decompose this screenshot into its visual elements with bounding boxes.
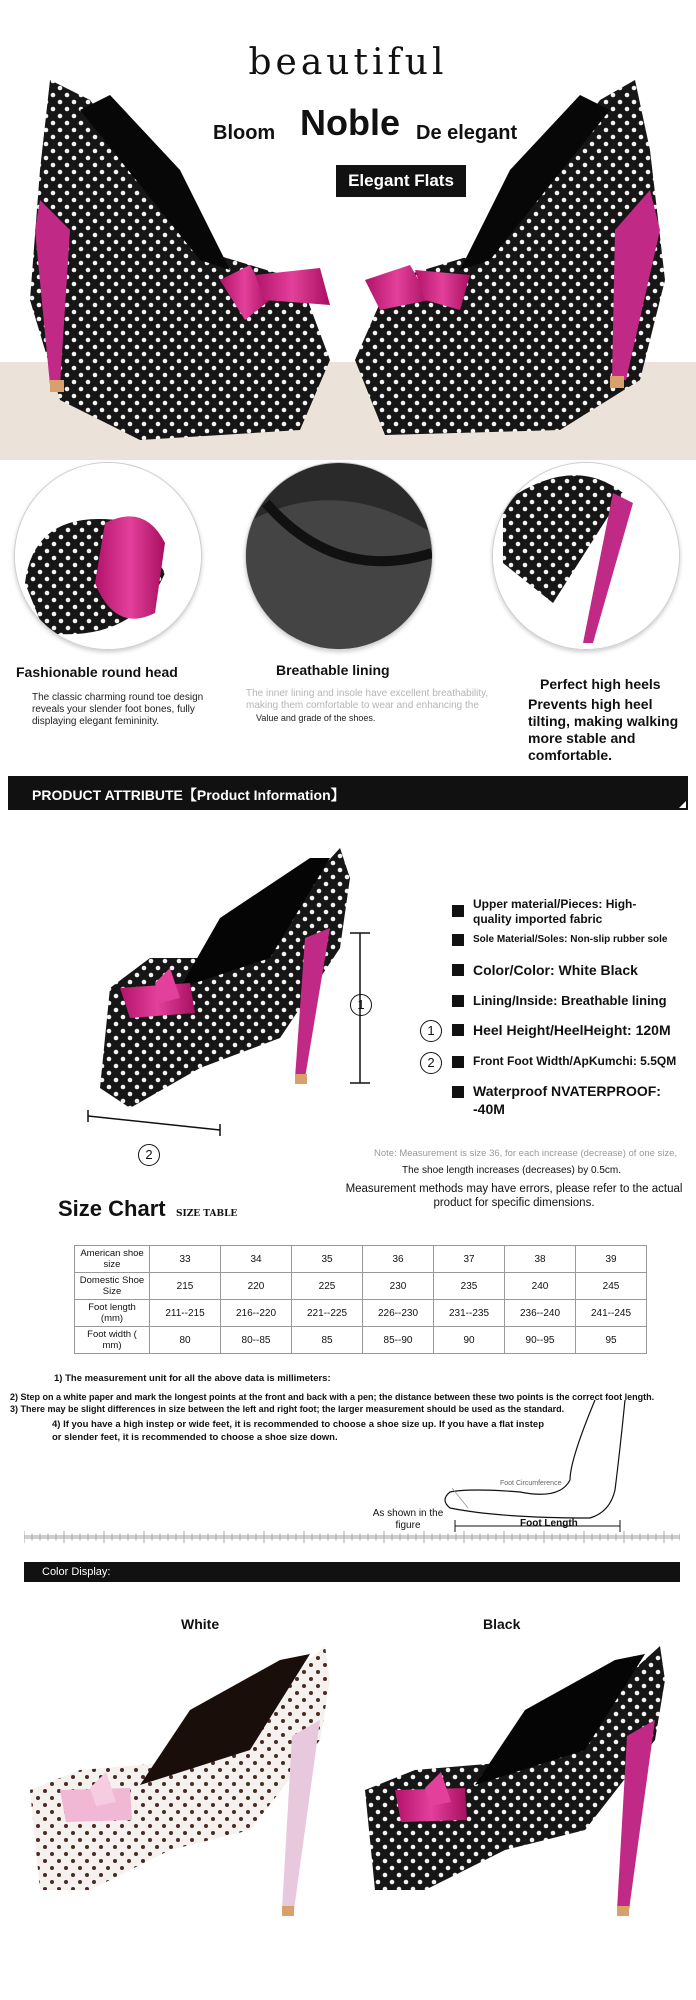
foot-width-marker: 2 bbox=[138, 1144, 160, 1166]
table-cell: 33 bbox=[150, 1246, 221, 1273]
feature-image-lining bbox=[245, 462, 433, 650]
table-cell: 38 bbox=[505, 1246, 576, 1273]
hero-center-word: Noble bbox=[300, 102, 401, 143]
corner-triangle-icon bbox=[679, 801, 686, 808]
table-cell: 220 bbox=[221, 1273, 292, 1300]
table-cell: 80 bbox=[150, 1327, 221, 1354]
table-row bbox=[75, 1273, 647, 1300]
color-display-bar bbox=[24, 1562, 680, 1582]
instruction-4: 4) If you have a high instep or wide feet, it is recommended to choose a shoe size up. If you have a flat instep or slender feet, it is recommended to choose a shoe size down. bbox=[52, 1419, 544, 1443]
measurement-note: Note: Measurement is size 36, for each increase (decrease) of one size, bbox=[374, 1148, 678, 1159]
feature-title-lining: Breathable lining bbox=[276, 662, 390, 678]
black-shoe-image bbox=[360, 1640, 680, 1940]
bullet-square-icon bbox=[452, 964, 464, 976]
color-display-label: Color Display: bbox=[42, 1566, 111, 1578]
instruction-1: 1) The measurement unit for all the above data is millimeters: bbox=[54, 1373, 331, 1384]
table-cell: 85--90 bbox=[363, 1327, 434, 1354]
white-shoe-image bbox=[20, 1640, 340, 1940]
table-cell: 95 bbox=[576, 1327, 647, 1354]
row-label: Domestic Shoe Size bbox=[75, 1273, 150, 1300]
table-cell: 236--240 bbox=[505, 1300, 576, 1327]
measurement-note-3: Measurement methods may have errors, please refer to the actual product for specific dimensions. bbox=[345, 1183, 683, 1209]
table-cell: 39 bbox=[576, 1246, 647, 1273]
as-shown-label: As shown in the figure bbox=[372, 1508, 444, 1531]
hero-badge: Elegant Flats bbox=[336, 165, 466, 197]
table-row bbox=[75, 1327, 647, 1354]
table-row bbox=[75, 1300, 647, 1327]
row-label: American shoe size bbox=[75, 1246, 150, 1273]
feature-desc-lining-2: Value and grade of the shoes. bbox=[256, 713, 376, 723]
table-cell: 231--235 bbox=[434, 1300, 505, 1327]
bullet-square-icon bbox=[452, 934, 464, 946]
table-cell: 245 bbox=[576, 1273, 647, 1300]
hero-right-word: De elegant bbox=[416, 122, 518, 144]
bullet-square-icon bbox=[452, 995, 464, 1007]
table-cell: 211--215 bbox=[150, 1300, 221, 1327]
bullet-square-icon bbox=[452, 905, 464, 917]
instruction-3: 3) There may be slight differences in size between the left and right foot; the larger measurement should be used as the standard. bbox=[10, 1404, 565, 1414]
table-cell: 241--245 bbox=[576, 1300, 647, 1327]
table-cell: 215 bbox=[150, 1273, 221, 1300]
bullet-square-icon bbox=[452, 1056, 464, 1068]
table-cell: 36 bbox=[363, 1246, 434, 1273]
ruler-divider bbox=[24, 1530, 680, 1544]
table-cell: 34 bbox=[221, 1246, 292, 1273]
feature-desc-round-toe: The classic charming round toe design reveals your slender foot bones, fully displaying elegant femininity. bbox=[32, 692, 204, 727]
feature-title-round-toe: Fashionable round head bbox=[16, 664, 178, 680]
heel-height-marker: 1 bbox=[350, 994, 372, 1016]
feature-desc-lining: The inner lining and insole have excellent breathability, making them comfortable to wear and enhancing the bbox=[246, 688, 489, 711]
instruction-2: 2) Step on a white paper and mark the longest points at the front and back with a pen; the distance between these two points is the correct foot length. bbox=[10, 1392, 655, 1402]
row-label: Foot width ( mm) bbox=[75, 1327, 150, 1354]
hero-section bbox=[0, 0, 696, 460]
table-cell: 226--230 bbox=[363, 1300, 434, 1327]
hero-title: beautiful bbox=[248, 42, 448, 83]
row-label: Foot length (mm) bbox=[75, 1300, 150, 1327]
product-shoe-image bbox=[70, 838, 390, 1158]
product-attribute-banner bbox=[8, 776, 688, 810]
size-table bbox=[74, 1245, 647, 1354]
table-row bbox=[75, 1246, 647, 1273]
table-cell: 216--220 bbox=[221, 1300, 292, 1327]
feature-image-heel bbox=[492, 462, 680, 650]
foot-circumference-label: Foot Circumference bbox=[500, 1480, 562, 1487]
bullet-square-icon bbox=[452, 1086, 464, 1098]
attr-heel-marker: 1 bbox=[420, 1020, 442, 1042]
table-cell: 90--95 bbox=[505, 1327, 576, 1354]
table-cell: 230 bbox=[363, 1273, 434, 1300]
color-black-label: Black bbox=[483, 1616, 521, 1632]
table-cell: 221--225 bbox=[292, 1300, 363, 1327]
measurement-note-2: The shoe length increases (decreases) by 0.5cm. bbox=[402, 1165, 621, 1176]
table-cell: 90 bbox=[434, 1327, 505, 1354]
table-cell: 225 bbox=[292, 1273, 363, 1300]
table-cell: 37 bbox=[434, 1246, 505, 1273]
table-cell: 35 bbox=[292, 1246, 363, 1273]
attr-width-marker: 2 bbox=[420, 1052, 442, 1074]
foot-length-label: Foot Length bbox=[520, 1518, 578, 1529]
feature-image-round-toe bbox=[14, 462, 202, 650]
feature-title-heel: Perfect high heels bbox=[540, 676, 661, 692]
bullet-square-icon bbox=[452, 1024, 464, 1036]
color-white-label: White bbox=[181, 1616, 220, 1632]
product-attribute-title: PRODUCT ATTRIBUTE【Product Information】 bbox=[32, 787, 345, 803]
table-cell: 85 bbox=[292, 1327, 363, 1354]
table-cell: 80--85 bbox=[221, 1327, 292, 1354]
size-chart-title: Size Chart bbox=[58, 1196, 166, 1221]
table-cell: 235 bbox=[434, 1273, 505, 1300]
size-chart-subtitle: SIZE TABLE bbox=[176, 1209, 238, 1219]
hero-left-word: Bloom bbox=[213, 122, 276, 144]
table-cell: 240 bbox=[505, 1273, 576, 1300]
feature-desc-heel: Prevents high heel tilting, making walking more stable and comfortable. bbox=[528, 696, 679, 763]
